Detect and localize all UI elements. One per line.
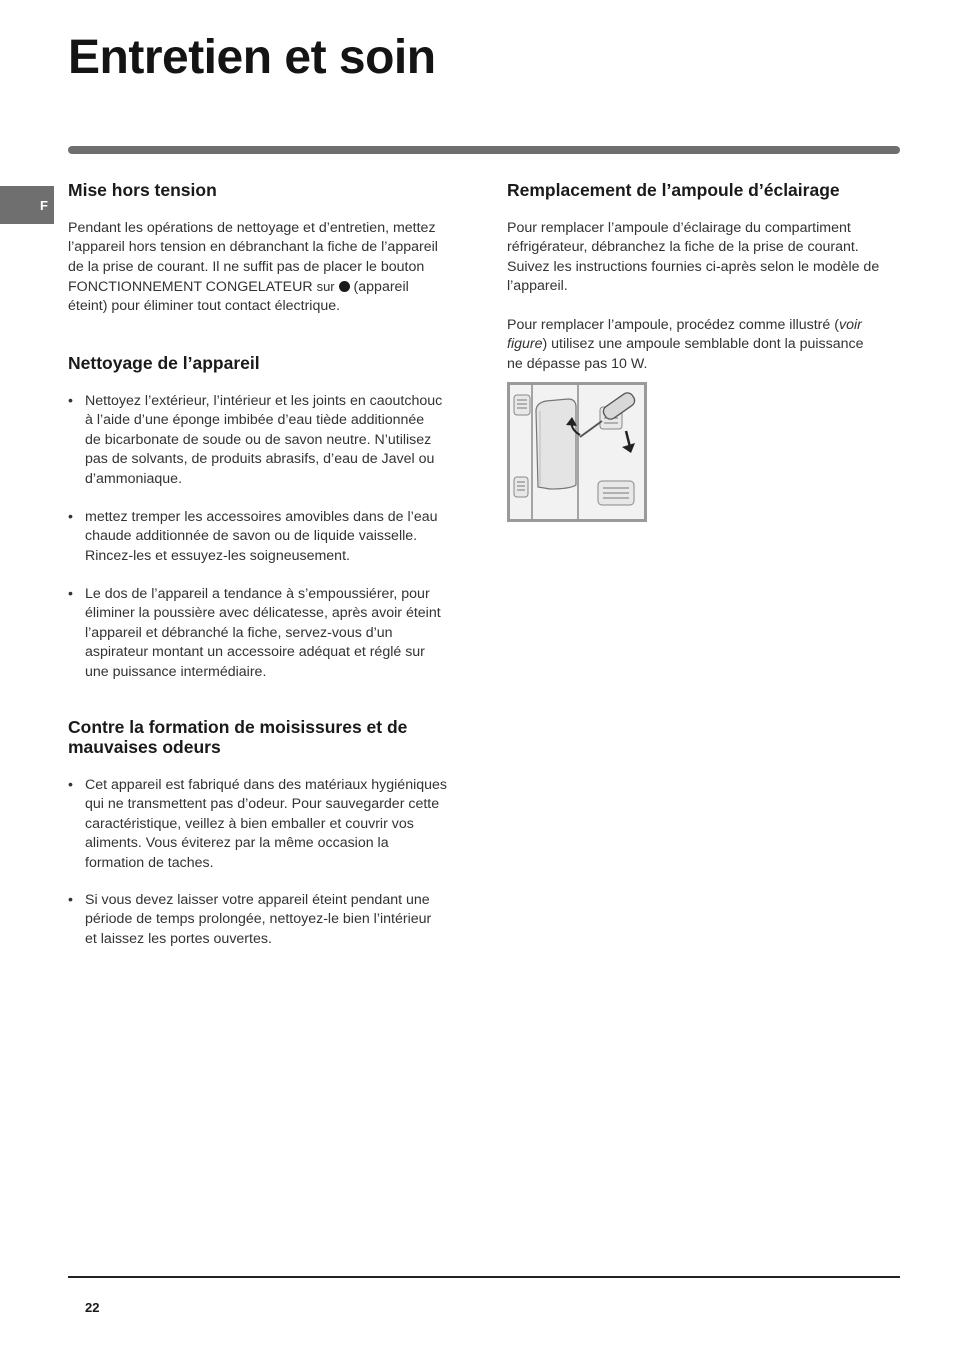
paragraph-line: éteint) pour éliminer tout contact électrique. [68,298,341,314]
paragraph-line: Pour remplacer l’ampoule d’éclairage du compartiment [507,220,851,236]
language-tab: F [0,186,54,224]
filled-circle-icon [339,281,350,292]
header-rule [68,146,900,154]
bullet-icon: • [68,777,73,793]
paragraph-line [507,316,862,335]
paragraph-line: l’appareil hors tension en débranchant la fiche de l’appareil [68,239,438,255]
list-item-line: de bicarbonate de soude ou de savon neutre. N’utilisez [85,431,432,448]
list-item-line: à l’aide d’une éponge imbibée d’eau tiède additionnée [85,412,425,429]
list-item-line: chaude additionnée de savon ou de liquide vaisselle. [85,528,418,545]
bullet-icon: • [68,586,73,602]
list-item [68,891,463,949]
list-item-line: Nettoyez l’extérieur, l’intérieur et les joints en caoutchouc [85,393,443,409]
list-item [68,508,463,566]
list-item-line: Si vous devez laisser votre appareil éteint pendant une [85,892,430,908]
footer-rule [68,1276,900,1278]
list-item [68,776,463,873]
paragraph-line [507,335,864,354]
list-item-line: l’appareil et débranché la fiche, servez-vous d’un [85,624,393,641]
list-item-line: aspirateur montant un accessoire adéquat et réglé sur [85,644,425,661]
paragraph-line: ne dépasse pas 10 W. [507,356,648,372]
list-item-line: une puissance intermédiaire. [85,663,267,680]
list-item-line: éliminer la poussière avec délicatesse, après avoir éteint [85,605,441,622]
list-item-line: Rincez-les et essuyez-les soigneusement. [85,547,350,564]
page-title: Entretien et soin [68,31,436,84]
inline-text: ) utilisez une ampoule semblable dont la puissance [542,336,864,352]
list-item-line: aliments. Vous éviterez par la même occasion la [85,835,389,852]
paragraph-line: Pendant les opérations de nettoyage et d’entretien, mettez [68,220,436,236]
list-item-line: Cet appareil est fabriqué dans des matériaux hygiéniques [85,777,448,793]
section-heading-cleaning: Nettoyage de l’appareil [68,353,260,373]
bullet-icon: • [68,509,73,525]
list-item-line: qui ne transmettent pas d’odeur. Pour sauvegarder cette [85,796,440,813]
list-item [68,585,463,682]
section-heading-mould: Contre la formation de moisissures et de [68,717,408,737]
section-heading-bulb: Remplacement de l’ampoule d’éclairage [507,180,840,200]
list-item-line: d’ammoniaque. [85,470,183,487]
page-number: 22 [85,1300,100,1315]
paragraph-line: l’appareil. [507,278,568,294]
list-item-line: pas de solvants, de produits abrasifs, d’eau de Javel ou [85,451,435,468]
paragraph-line: Suivez les instructions fournies ci-après selon le modèle de [507,259,880,275]
list-item-line: mettez tremper les accessoires amovibles dans de l’eau [85,509,438,525]
button-name-text: FONCTIONNEMENT CONGELATEUR [68,279,313,295]
inline-italic-text: voir [838,317,862,333]
paragraph-line [68,277,409,297]
bulb-replacement-illustration [510,385,644,519]
list-item [68,392,463,489]
bullet-icon: • [68,393,73,409]
list-item-line: et laissez les portes ouvertes. [85,930,272,947]
list-item-line: période de temps prolongée, nettoyez-le bien l’intérieur [85,911,432,928]
paragraph-line: de la prise de courant. Il ne suffit pas de placer le bouton [68,259,425,275]
section-heading-power-off: Mise hors tension [68,180,217,200]
section-heading-mould-line2: mauvaises odeurs [68,737,221,757]
bullet-icon: • [68,892,73,908]
list-item-line: Le dos de l’appareil a tendance à s’empoussiérer, pour [85,586,430,602]
inline-text: (appareil [353,279,409,295]
list-item-line: caractéristique, veillez à bien emballer et couvrir vos [85,815,414,832]
inline-text: sur [316,279,335,294]
inline-text: Pour remplacer l’ampoule, procédez comme illustré ( [507,317,839,333]
bulb-replacement-figure [507,382,647,522]
paragraph-line: réfrigérateur, débranchez la fiche de la prise de courant. [507,239,859,255]
list-item-line: formation de taches. [85,854,214,871]
inline-italic-text: figure [507,336,543,352]
